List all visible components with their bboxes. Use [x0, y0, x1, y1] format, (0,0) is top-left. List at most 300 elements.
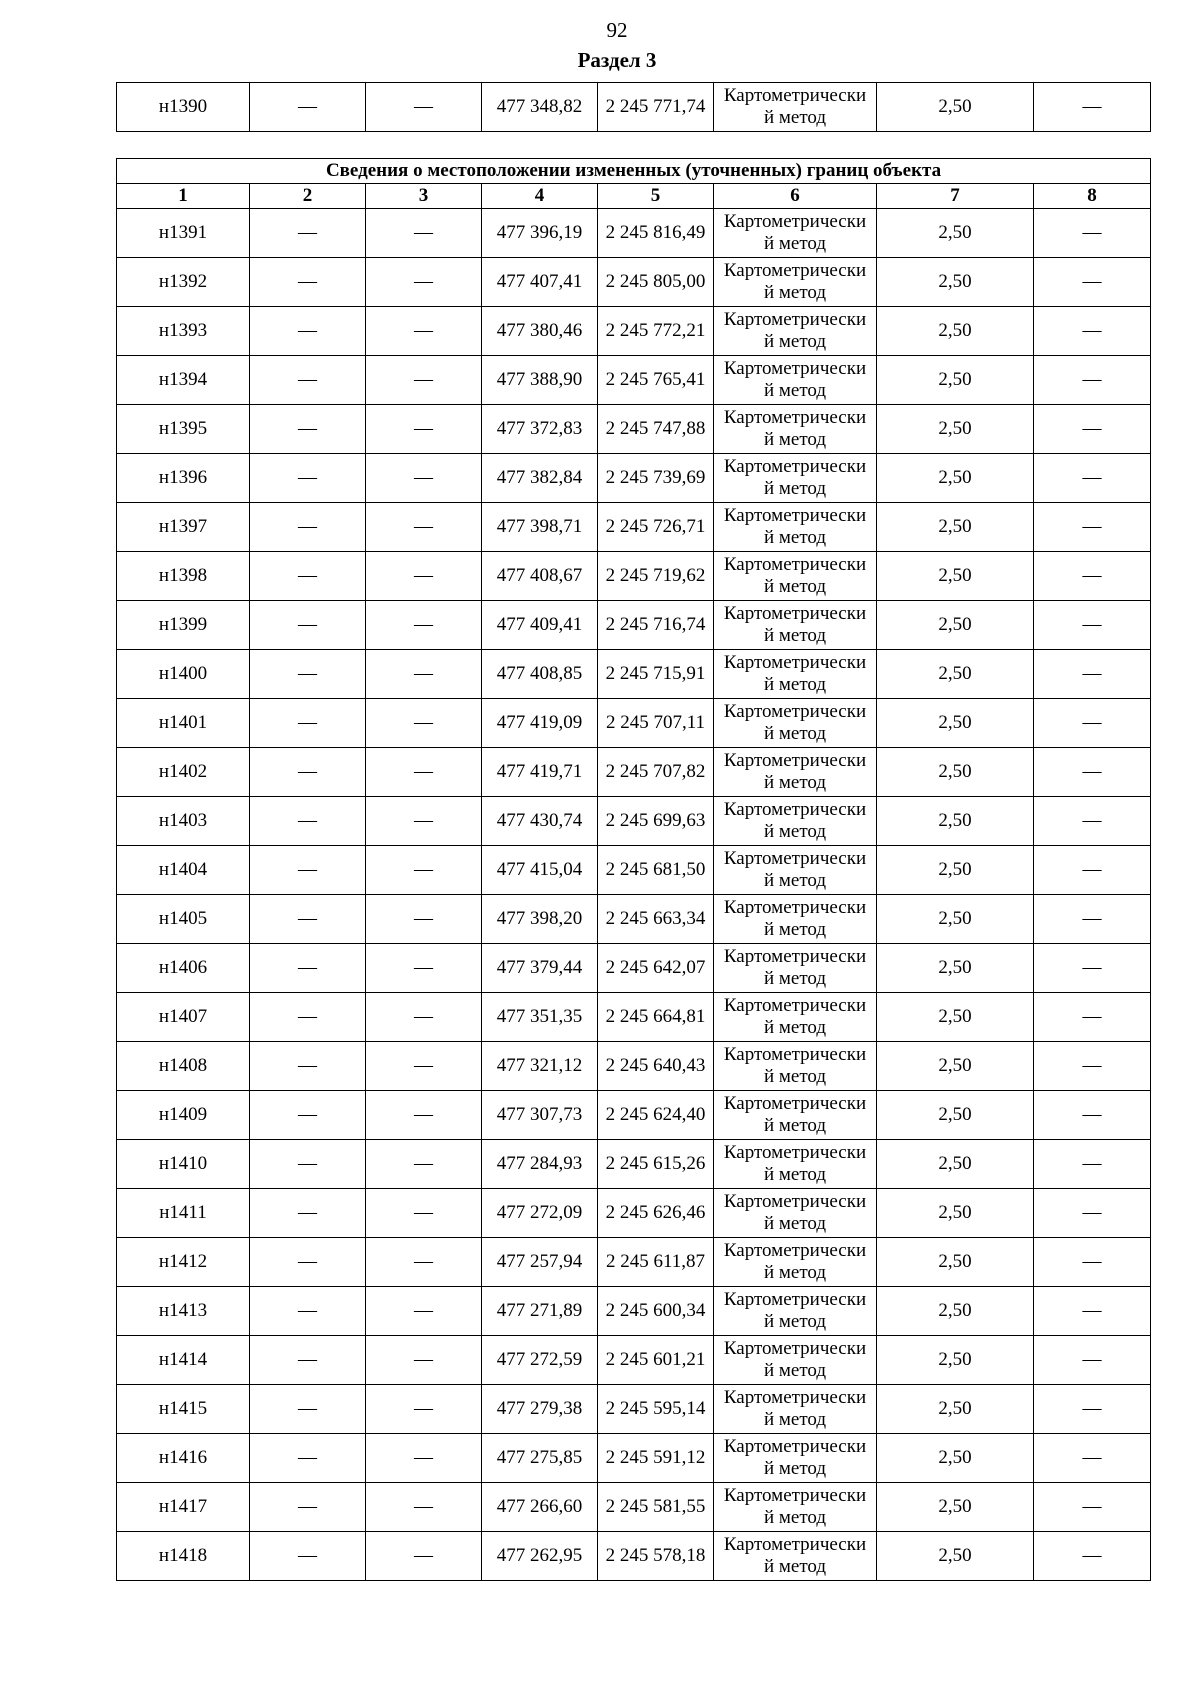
point-cell: н1412 — [117, 1238, 250, 1287]
accuracy-cell: 2,50 — [877, 846, 1034, 895]
col8-cell: — — [1034, 83, 1151, 132]
accuracy-cell: 2,50 — [877, 1532, 1034, 1581]
point-cell: н1410 — [117, 1140, 250, 1189]
table-row — [117, 699, 1151, 748]
y-coordinate-cell: 2 245 663,34 — [598, 895, 714, 944]
method-text-line1: Картометрически — [723, 848, 867, 869]
x-coordinate-cell: 477 409,41 — [482, 601, 598, 650]
x-coordinate-cell: 477 257,94 — [482, 1238, 598, 1287]
point-cell: н1407 — [117, 993, 250, 1042]
y-coordinate-cell: 2 245 772,21 — [598, 307, 714, 356]
col2-cell: — — [250, 895, 366, 944]
col3-cell: — — [366, 846, 482, 895]
table-row — [117, 1336, 1151, 1385]
accuracy-cell: 2,50 — [877, 454, 1034, 503]
col3-cell: — — [366, 944, 482, 993]
continuation-table-body — [117, 83, 1151, 132]
y-coordinate-cell: 2 245 771,74 — [598, 83, 714, 132]
method-text-line1: Картометрически — [723, 799, 867, 820]
y-coordinate-cell: 2 245 601,21 — [598, 1336, 714, 1385]
col3-cell: — — [366, 1532, 482, 1581]
col3-cell: — — [366, 993, 482, 1042]
table-row — [117, 405, 1151, 454]
accuracy-cell: 2,50 — [877, 405, 1034, 454]
x-coordinate-cell: 477 351,35 — [482, 993, 598, 1042]
col3-cell: — — [366, 1483, 482, 1532]
col2-cell: — — [250, 944, 366, 993]
x-coordinate-cell: 477 408,67 — [482, 552, 598, 601]
method-text-line1: Картометрически — [723, 701, 867, 722]
col8-cell: — — [1034, 552, 1151, 601]
method-text-line2: й метод — [763, 576, 827, 597]
accuracy-cell: 2,50 — [877, 258, 1034, 307]
method-text-line2: й метод — [763, 919, 827, 940]
method-cell — [714, 405, 877, 454]
col8-cell: — — [1034, 209, 1151, 258]
accuracy-cell: 2,50 — [877, 601, 1034, 650]
col8-cell: — — [1034, 748, 1151, 797]
point-cell: н1408 — [117, 1042, 250, 1091]
method-text-line2: й метод — [763, 1262, 827, 1283]
col2-cell: — — [250, 1189, 366, 1238]
method-cell — [714, 356, 877, 405]
method-cell — [714, 503, 877, 552]
col2-cell: — — [250, 797, 366, 846]
method-cell — [714, 748, 877, 797]
col2-cell: — — [250, 1483, 366, 1532]
point-cell: н1405 — [117, 895, 250, 944]
method-text-line1: Картометрически — [723, 1534, 867, 1555]
table-row — [117, 209, 1151, 258]
method-cell — [714, 307, 877, 356]
accuracy-cell: 2,50 — [877, 797, 1034, 846]
method-text-line1: Картометрически — [723, 260, 867, 281]
method-text-line1: Картометрически — [723, 1240, 867, 1261]
col2-cell: — — [250, 993, 366, 1042]
col2-cell: — — [250, 748, 366, 797]
accuracy-cell: 2,50 — [877, 699, 1034, 748]
col3-cell: — — [366, 797, 482, 846]
table-row — [117, 748, 1151, 797]
y-coordinate-cell: 2 245 664,81 — [598, 993, 714, 1042]
method-text-line1: Картометрически — [723, 897, 867, 918]
method-text-line2: й метод — [763, 870, 827, 891]
method-cell — [714, 1042, 877, 1091]
table-row — [117, 1532, 1151, 1581]
method-text-line2: й метод — [763, 772, 827, 793]
method-cell — [714, 1434, 877, 1483]
boundary-table-body — [117, 209, 1151, 1581]
point-cell: н1416 — [117, 1434, 250, 1483]
point-cell: н1401 — [117, 699, 250, 748]
table-row — [117, 1385, 1151, 1434]
table-row — [117, 307, 1151, 356]
method-text-line2: й метод — [763, 429, 827, 450]
col3-cell: — — [366, 1189, 482, 1238]
method-text-line2: й метод — [763, 674, 827, 695]
col2-cell: — — [250, 209, 366, 258]
method-cell — [714, 1336, 877, 1385]
col2-cell: — — [250, 699, 366, 748]
table-caption-row — [117, 159, 1151, 184]
x-coordinate-cell: 477 372,83 — [482, 405, 598, 454]
method-text-line1: Картометрически — [723, 1387, 867, 1408]
col2-cell: — — [250, 601, 366, 650]
col3-cell: — — [366, 405, 482, 454]
method-text-line1: Картометрически — [723, 1436, 867, 1457]
col8-cell: — — [1034, 307, 1151, 356]
method-text-line2: й метод — [763, 1507, 827, 1528]
point-cell: н1418 — [117, 1532, 250, 1581]
method-text-line1: Картометрически — [723, 1338, 867, 1359]
table-row — [117, 1238, 1151, 1287]
method-text-line2: й метод — [763, 1311, 827, 1332]
col3-cell: — — [366, 307, 482, 356]
method-text-line1: Картометрически — [723, 505, 867, 526]
method-text-line1: Картометрически — [723, 1093, 867, 1114]
accuracy-cell: 2,50 — [877, 307, 1034, 356]
method-text-line1: Картометрически — [723, 1485, 867, 1506]
method-text-line2: й метод — [763, 625, 827, 646]
accuracy-cell: 2,50 — [877, 1189, 1034, 1238]
col2-cell: — — [250, 1140, 366, 1189]
method-cell — [714, 1238, 877, 1287]
col2-cell: — — [250, 552, 366, 601]
accuracy-cell: 2,50 — [877, 1483, 1034, 1532]
col3-cell: — — [366, 1434, 482, 1483]
accuracy-cell: 2,50 — [877, 552, 1034, 601]
x-coordinate-cell: 477 419,71 — [482, 748, 598, 797]
point-cell: н1400 — [117, 650, 250, 699]
y-coordinate-cell: 2 245 615,26 — [598, 1140, 714, 1189]
point-cell: н1393 — [117, 307, 250, 356]
method-cell — [714, 1483, 877, 1532]
col2-cell: — — [250, 454, 366, 503]
table-row — [117, 1091, 1151, 1140]
point-cell: н1394 — [117, 356, 250, 405]
method-text-line2: й метод — [763, 821, 827, 842]
point-cell: н1397 — [117, 503, 250, 552]
method-text-line2: й метод — [763, 1360, 827, 1381]
method-text-line2: й метод — [763, 968, 827, 989]
accuracy-cell: 2,50 — [877, 1287, 1034, 1336]
col2-cell: — — [250, 1532, 366, 1581]
table-row — [117, 650, 1151, 699]
method-cell — [714, 699, 877, 748]
table-row — [117, 1042, 1151, 1091]
x-coordinate-cell: 477 272,59 — [482, 1336, 598, 1385]
method-text-line1: Картометрически — [723, 995, 867, 1016]
method-text-line2: й метод — [763, 1017, 827, 1038]
col2-cell: — — [250, 356, 366, 405]
table-row — [117, 258, 1151, 307]
method-text-line2: й метод — [763, 331, 827, 352]
accuracy-cell: 2,50 — [877, 83, 1034, 132]
table-row — [117, 1434, 1151, 1483]
col8-cell: — — [1034, 1238, 1151, 1287]
col3-cell: — — [366, 895, 482, 944]
col3-cell: — — [366, 1091, 482, 1140]
col8-cell: — — [1034, 1091, 1151, 1140]
method-text-line1: Картометрически — [723, 1191, 867, 1212]
col3-cell: — — [366, 209, 482, 258]
point-cell: н1415 — [117, 1385, 250, 1434]
col3-cell: — — [366, 650, 482, 699]
table-row — [117, 1189, 1151, 1238]
y-coordinate-cell: 2 245 699,63 — [598, 797, 714, 846]
col8-cell: — — [1034, 1042, 1151, 1091]
table-caption: Сведения о местоположении измененных (уточненных) границ объекта — [117, 159, 1151, 184]
x-coordinate-cell: 477 271,89 — [482, 1287, 598, 1336]
y-coordinate-cell: 2 245 640,43 — [598, 1042, 714, 1091]
col3-cell: — — [366, 503, 482, 552]
accuracy-cell: 2,50 — [877, 993, 1034, 1042]
col3-cell: — — [366, 1385, 482, 1434]
table-row — [117, 1140, 1151, 1189]
method-cell — [714, 454, 877, 503]
point-cell: н1391 — [117, 209, 250, 258]
table-row — [117, 993, 1151, 1042]
col8-cell: — — [1034, 405, 1151, 454]
method-text-line1: Картометрически — [723, 1142, 867, 1163]
accuracy-cell: 2,50 — [877, 1140, 1034, 1189]
x-coordinate-cell: 477 396,19 — [482, 209, 598, 258]
y-coordinate-cell: 2 245 747,88 — [598, 405, 714, 454]
method-text-line2: й метод — [763, 107, 827, 128]
method-text-line2: й метод — [763, 282, 827, 303]
col8-cell: — — [1034, 846, 1151, 895]
method-cell — [714, 650, 877, 699]
method-text-line2: й метод — [763, 527, 827, 548]
y-coordinate-cell: 2 245 611,87 — [598, 1238, 714, 1287]
method-cell — [714, 552, 877, 601]
point-cell: н1402 — [117, 748, 250, 797]
method-cell — [714, 1140, 877, 1189]
x-coordinate-cell: 477 272,09 — [482, 1189, 598, 1238]
table-row — [117, 797, 1151, 846]
col8-cell: — — [1034, 1140, 1151, 1189]
table-row — [117, 1287, 1151, 1336]
point-cell: н1392 — [117, 258, 250, 307]
y-coordinate-cell: 2 245 581,55 — [598, 1483, 714, 1532]
method-cell — [714, 1189, 877, 1238]
method-text-line2: й метод — [763, 723, 827, 744]
accuracy-cell: 2,50 — [877, 1238, 1034, 1287]
col8-cell: — — [1034, 993, 1151, 1042]
y-coordinate-cell: 2 245 707,82 — [598, 748, 714, 797]
col3-cell: — — [366, 258, 482, 307]
section-title: Раздел 3 — [577, 48, 657, 72]
y-coordinate-cell: 2 245 600,34 — [598, 1287, 714, 1336]
method-text-line1: Картометрически — [723, 1044, 867, 1065]
y-coordinate-cell: 2 245 816,49 — [598, 209, 714, 258]
continuation-table — [116, 82, 1151, 132]
method-cell — [714, 209, 877, 258]
x-coordinate-cell: 477 380,46 — [482, 307, 598, 356]
col8-cell: — — [1034, 1434, 1151, 1483]
point-cell: н1396 — [117, 454, 250, 503]
method-text-line2: й метод — [763, 1556, 827, 1577]
col8-cell: — — [1034, 1189, 1151, 1238]
method-text-line1: Картометрически — [723, 603, 867, 624]
table-row — [117, 1483, 1151, 1532]
page-number: 92 — [606, 18, 628, 42]
accuracy-cell: 2,50 — [877, 1336, 1034, 1385]
table-row — [117, 83, 1151, 132]
col8-cell: — — [1034, 1336, 1151, 1385]
col2-cell: — — [250, 1091, 366, 1140]
col3-cell: — — [366, 454, 482, 503]
method-text-line1: Картометрически — [723, 85, 867, 106]
method-cell — [714, 83, 877, 132]
y-coordinate-cell: 2 245 765,41 — [598, 356, 714, 405]
method-cell — [714, 846, 877, 895]
method-cell — [714, 601, 877, 650]
col2-cell: — — [250, 650, 366, 699]
col3-cell: — — [366, 356, 482, 405]
col8-cell: — — [1034, 1483, 1151, 1532]
col2-cell: — — [250, 846, 366, 895]
method-cell — [714, 944, 877, 993]
method-cell — [714, 797, 877, 846]
accuracy-cell: 2,50 — [877, 356, 1034, 405]
method-text-line1: Картометрически — [723, 750, 867, 771]
method-text-line1: Картометрически — [723, 309, 867, 330]
method-text-line2: й метод — [763, 1409, 827, 1430]
y-coordinate-cell: 2 245 719,62 — [598, 552, 714, 601]
point-cell: н1404 — [117, 846, 250, 895]
column-number: 1 — [117, 184, 250, 209]
method-text-line2: й метод — [763, 1458, 827, 1479]
col3-cell: — — [366, 601, 482, 650]
y-coordinate-cell: 2 245 739,69 — [598, 454, 714, 503]
accuracy-cell: 2,50 — [877, 944, 1034, 993]
col2-cell: — — [250, 1287, 366, 1336]
col3-cell: — — [366, 1140, 482, 1189]
y-coordinate-cell: 2 245 707,11 — [598, 699, 714, 748]
method-cell — [714, 258, 877, 307]
x-coordinate-cell: 477 262,95 — [482, 1532, 598, 1581]
column-number: 2 — [250, 184, 366, 209]
col8-cell: — — [1034, 1532, 1151, 1581]
column-number: 8 — [1034, 184, 1151, 209]
point-cell: н1411 — [117, 1189, 250, 1238]
point-cell: н1403 — [117, 797, 250, 846]
x-coordinate-cell: 477 415,04 — [482, 846, 598, 895]
x-coordinate-cell: 477 275,85 — [482, 1434, 598, 1483]
col3-cell: — — [366, 1287, 482, 1336]
x-coordinate-cell: 477 279,38 — [482, 1385, 598, 1434]
col8-cell: — — [1034, 356, 1151, 405]
col2-cell: — — [250, 1434, 366, 1483]
col2-cell: — — [250, 405, 366, 454]
x-coordinate-cell: 477 382,84 — [482, 454, 598, 503]
table-row — [117, 895, 1151, 944]
point-cell: н1414 — [117, 1336, 250, 1385]
accuracy-cell: 2,50 — [877, 503, 1034, 552]
method-cell — [714, 993, 877, 1042]
table-row — [117, 454, 1151, 503]
column-number: 4 — [482, 184, 598, 209]
method-text-line2: й метод — [763, 233, 827, 254]
point-cell: н1399 — [117, 601, 250, 650]
x-coordinate-cell: 477 266,60 — [482, 1483, 598, 1532]
column-number: 5 — [598, 184, 714, 209]
point-cell: н1395 — [117, 405, 250, 454]
x-coordinate-cell: 477 284,93 — [482, 1140, 598, 1189]
table-row — [117, 601, 1151, 650]
x-coordinate-cell: 477 408,85 — [482, 650, 598, 699]
col2-cell: — — [250, 258, 366, 307]
method-text-line1: Картометрически — [723, 554, 867, 575]
point-cell: н1409 — [117, 1091, 250, 1140]
table-row — [117, 503, 1151, 552]
col8-cell: — — [1034, 797, 1151, 846]
col8-cell: — — [1034, 601, 1151, 650]
x-coordinate-cell: 477 407,41 — [482, 258, 598, 307]
method-text-line1: Картометрически — [723, 1289, 867, 1310]
x-coordinate-cell: 477 379,44 — [482, 944, 598, 993]
y-coordinate-cell: 2 245 805,00 — [598, 258, 714, 307]
col3-cell: — — [366, 748, 482, 797]
column-number: 6 — [714, 184, 877, 209]
accuracy-cell: 2,50 — [877, 748, 1034, 797]
y-coordinate-cell: 2 245 726,71 — [598, 503, 714, 552]
method-text-line1: Картометрически — [723, 456, 867, 477]
col2-cell: — — [250, 1238, 366, 1287]
method-text-line2: й метод — [763, 1164, 827, 1185]
method-text-line1: Картометрически — [723, 652, 867, 673]
table-row — [117, 944, 1151, 993]
method-cell — [714, 895, 877, 944]
col2-cell: — — [250, 83, 366, 132]
x-coordinate-cell: 477 398,20 — [482, 895, 598, 944]
accuracy-cell: 2,50 — [877, 1385, 1034, 1434]
y-coordinate-cell: 2 245 626,46 — [598, 1189, 714, 1238]
col2-cell: — — [250, 307, 366, 356]
accuracy-cell: 2,50 — [877, 1091, 1034, 1140]
method-cell — [714, 1287, 877, 1336]
column-number: 7 — [877, 184, 1034, 209]
point-cell: н1390 — [117, 83, 250, 132]
col2-cell: — — [250, 1042, 366, 1091]
point-cell: н1398 — [117, 552, 250, 601]
col3-cell: — — [366, 552, 482, 601]
point-cell: н1417 — [117, 1483, 250, 1532]
col2-cell: — — [250, 1385, 366, 1434]
accuracy-cell: 2,50 — [877, 650, 1034, 699]
y-coordinate-cell: 2 245 642,07 — [598, 944, 714, 993]
method-text-line2: й метод — [763, 1213, 827, 1234]
y-coordinate-cell: 2 245 578,18 — [598, 1532, 714, 1581]
x-coordinate-cell: 477 348,82 — [482, 83, 598, 132]
table-row — [117, 552, 1151, 601]
col8-cell: — — [1034, 1287, 1151, 1336]
method-cell — [714, 1385, 877, 1434]
x-coordinate-cell: 477 307,73 — [482, 1091, 598, 1140]
point-cell: н1406 — [117, 944, 250, 993]
boundary-coordinates-table — [116, 158, 1151, 1581]
method-text-line1: Картометрически — [723, 946, 867, 967]
accuracy-cell: 2,50 — [877, 895, 1034, 944]
y-coordinate-cell: 2 245 715,91 — [598, 650, 714, 699]
col8-cell: — — [1034, 944, 1151, 993]
col8-cell: — — [1034, 454, 1151, 503]
x-coordinate-cell: 477 398,71 — [482, 503, 598, 552]
col3-cell: — — [366, 1042, 482, 1091]
method-text-line1: Картометрически — [723, 211, 867, 232]
col3-cell: — — [366, 1336, 482, 1385]
